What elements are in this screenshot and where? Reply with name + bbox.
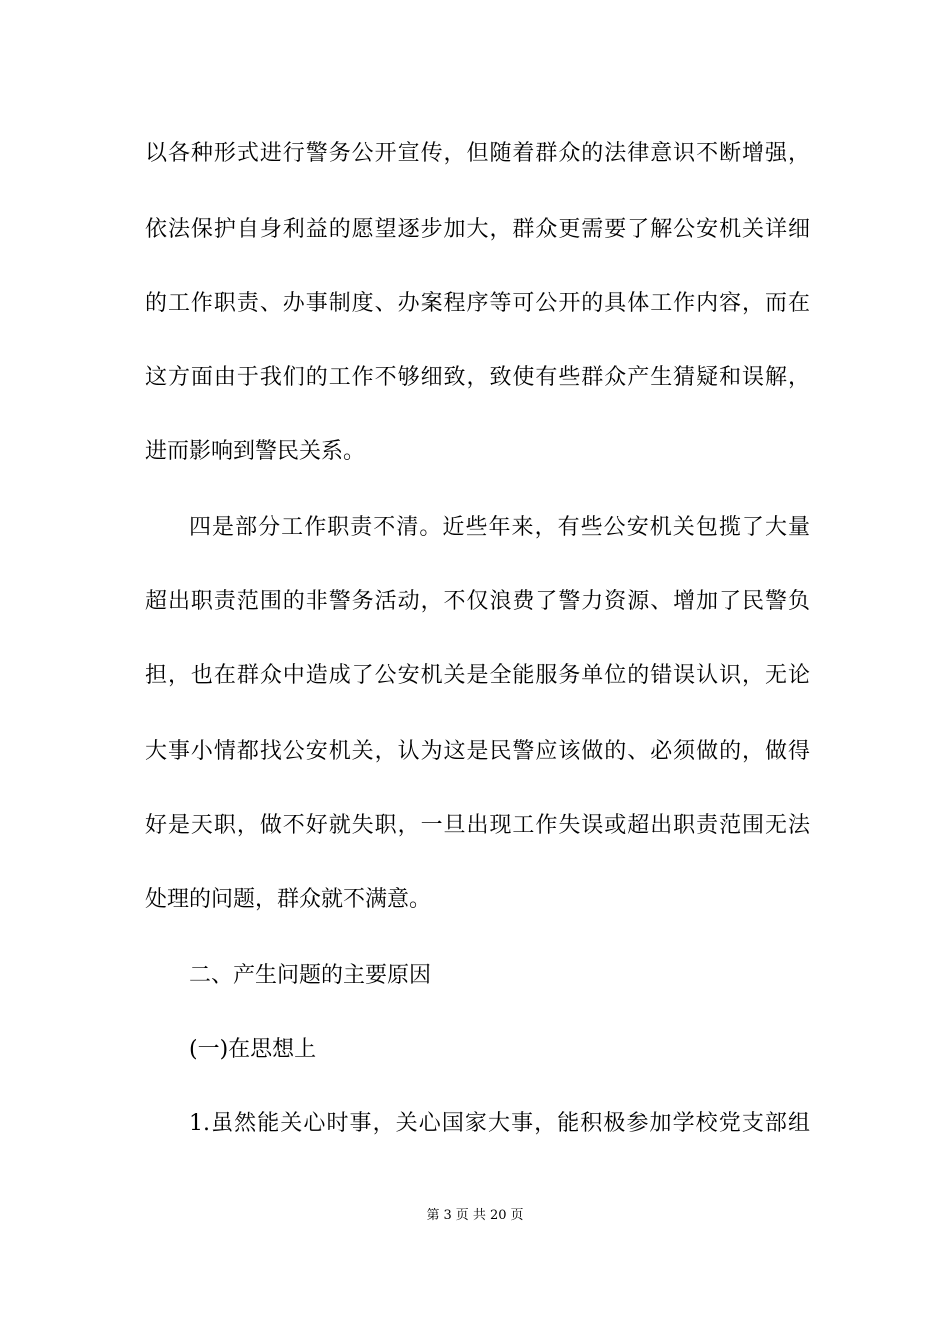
footer-current-page: 3 (443, 1208, 452, 1223)
footer-prefix: 第 (426, 1208, 440, 1223)
paragraph-line: 以各种形式进行警务公开宣传，但随着群众的法律意识不断增强， (145, 141, 810, 166)
paragraph-line: 超出职责范围的非警务活动，不仅浪费了警力资源、增加了民警负 (145, 589, 810, 614)
paragraph-line: 进而影响到警民关系。 (145, 439, 366, 464)
subsection-heading: (一)在思想上 (189, 1037, 317, 1062)
paragraph-line: 四是部分工作职责不清。近些年来，有些公安机关包揽了大量 (189, 515, 810, 540)
footer-middle: 页 共 (455, 1208, 486, 1223)
paragraph-line: 好是天职，做不好就失职，一旦出现工作失误或超出职责范围无法 (145, 813, 810, 838)
paragraph-line: 大事小情都找公安机关，认为这是民警应该做的、必须做的，做得 (145, 739, 810, 764)
paragraph-line: 依法保护自身利益的愿望逐步加大，群众更需要了解公安机关详细 (145, 217, 810, 242)
paragraph-line: 的工作职责、办事制度、办案程序等可公开的具体工作内容，而在 (145, 291, 810, 316)
paragraph-line: 担，也在群众中造成了公安机关是全能服务单位的错误认识，无论 (145, 663, 810, 688)
page-footer (0, 1207, 950, 1225)
section-heading: 二、产生问题的主要原因 (189, 963, 432, 988)
paragraph-line: 1.虽然能关心时事，关心国家大事，能积极参加学校党支部组 (189, 1111, 810, 1136)
footer-total-pages: 20 (489, 1208, 507, 1223)
footer-suffix: 页 (510, 1208, 524, 1223)
paragraph-line: 处理的问题，群众就不满意。 (145, 887, 432, 912)
paragraph-line: 这方面由于我们的工作不够细致，致使有些群众产生猜疑和误解， (145, 365, 810, 390)
